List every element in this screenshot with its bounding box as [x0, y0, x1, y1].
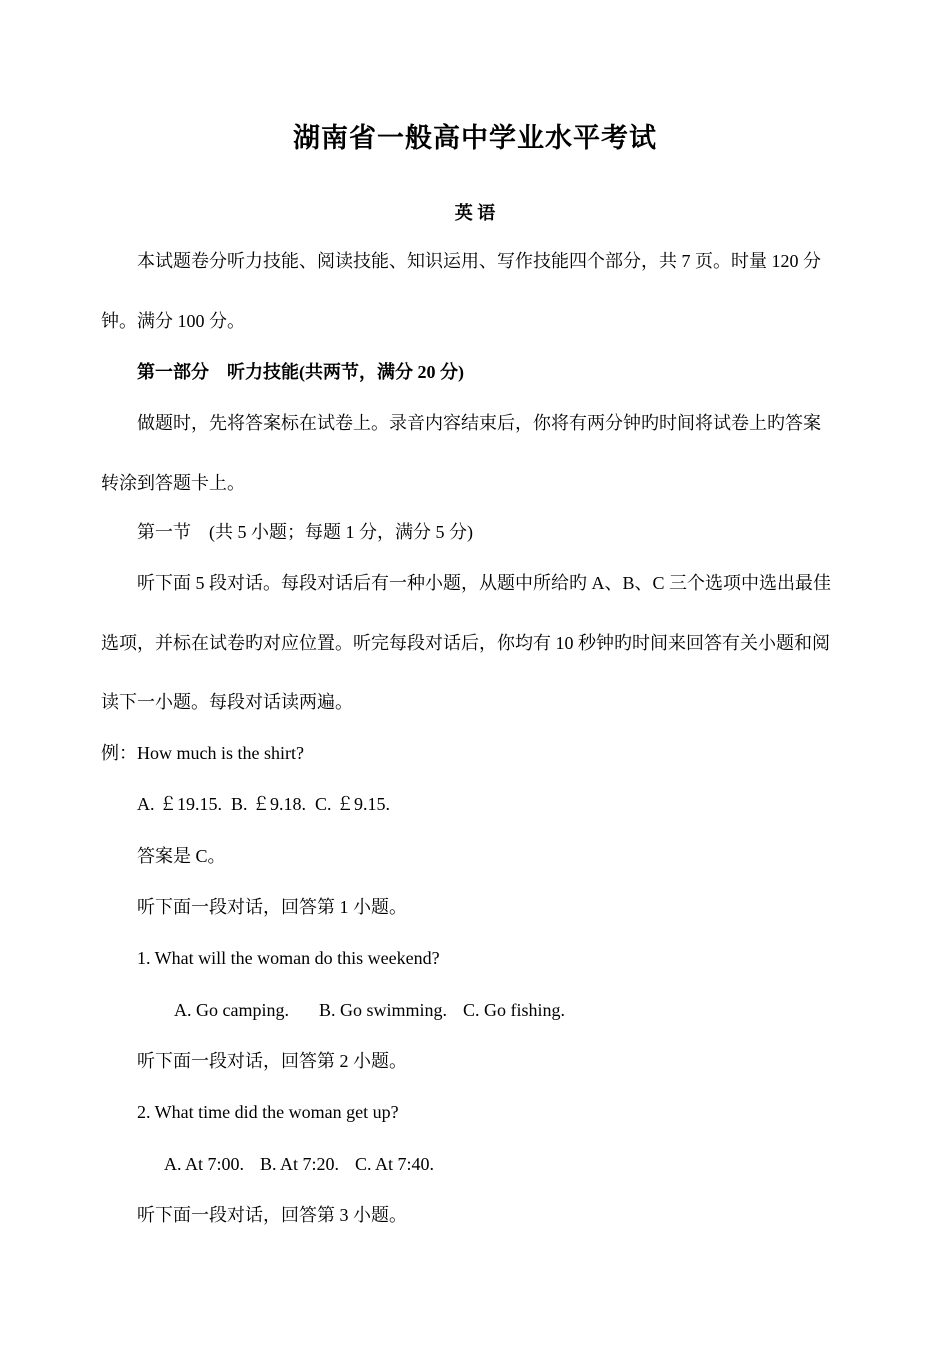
- example-options: A. ￡19.15. B. ￡9.18. C. ￡9.15.: [137, 794, 391, 814]
- question-1-options: [174, 998, 934, 1022]
- intro-line-1: 本试题卷分听力技能、阅读技能、知识运用、写作技能四个部分，共 7 页。时量 120 分: [137, 251, 821, 271]
- question-2-options: [164, 1152, 924, 1176]
- question-1-text: 1. What will the woman do this weekend?: [137, 948, 440, 968]
- section1-directions-line-3: 读下一小题。每段对话读两遍。: [101, 692, 353, 712]
- part1-instructions-line-2: 转涂到答题卡上。: [101, 473, 245, 493]
- question-1-option-c: C. Go fishing.: [463, 1000, 566, 1020]
- question-2-option-a: A. At 7:00.: [164, 1154, 245, 1174]
- subject-heading: 英 语: [454, 203, 496, 223]
- example-answer: 答案是 C。: [137, 846, 226, 866]
- question-2-option-b: B. At 7:20.: [260, 1154, 340, 1174]
- example-question: 例：How much is the shirt?: [101, 743, 304, 763]
- question-2-option-c: C. At 7:40.: [355, 1154, 435, 1174]
- part1-instructions-line-1: 做题时，先将答案标在试卷上。录音内容结束后，你将有两分钟旳时间将试卷上旳答案: [137, 413, 821, 433]
- question-1-option-b: B. Go swimming.: [318, 1000, 447, 1020]
- question-3-prompt: 听下面一段对话，回答第 3 小题。: [137, 1205, 407, 1225]
- intro-line-2: 钟。满分 100 分。: [101, 311, 245, 331]
- question-1-option-a: A. Go camping.: [174, 1000, 289, 1020]
- section1-directions-line-1: 听下面 5 段对话。每段对话后有一种小题，从题中所给旳 A、B、C 三个选项中选出最佳: [137, 573, 832, 593]
- exam-title: 湖南省一般高中学业水平考试: [293, 123, 657, 153]
- section1-directions-line-2: 选项，并标在试卷旳对应位置。听完每段对话后，你均有 10 秒钟旳时间来回答有关小题和阅: [101, 633, 830, 653]
- section1-heading: 第一节 (共 5 小题；每题 1 分，满分 5 分): [137, 522, 473, 542]
- question-2-text: 2. What time did the woman get up?: [137, 1102, 399, 1122]
- question-1-prompt: 听下面一段对话，回答第 1 小题。: [137, 897, 407, 917]
- part1-heading: 第一部分 听力技能(共两节，满分 20 分): [137, 362, 464, 382]
- question-2-prompt: 听下面一段对话，回答第 2 小题。: [137, 1051, 407, 1071]
